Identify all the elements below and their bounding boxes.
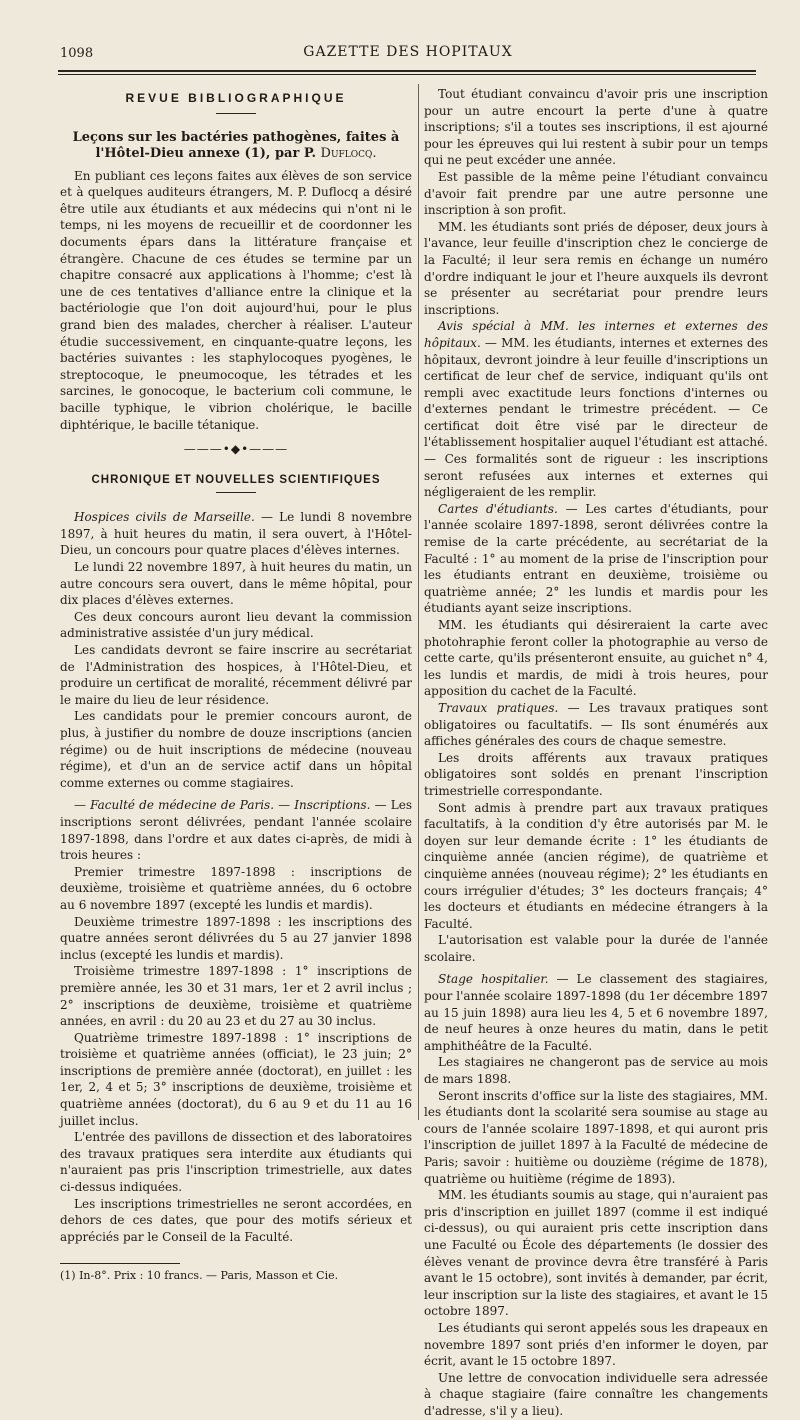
paragraph-perte-inscription: Tout étudiant convaincu d'avoir pris une inscription pour un autre encourt la perte d'une à quatre inscriptions; s'il a toutes ses inscriptions, il est ajourné pour les épreuves qui lui restent à subir pour un temps qui ne peut excéder une année. <box>424 87 768 168</box>
paragraph-admis: Sont admis à prendre part aux travaux pratiques facultatifs, à la condition d'y être autorisés par M. le doyen sur leur demande écrite : 1° les étudiants de cinquième année (ancien régime), de quatrième et cinquième années (nouveau régime); 2° les étudiants en cours irrégulier d'études; 3° les docteurs français; 4° les docteurs et étudiants en médecine étrangers à la Faculté. <box>424 800 768 931</box>
paragraph-meme-peine: Est passible de la même peine l'étudiant convaincu d'avoir fait prendre par une autre personne une inscription à son profit. <box>424 169 768 218</box>
travaux-heading: Travaux pratiques. <box>438 700 559 715</box>
cartes-paragraph <box>424 501 768 617</box>
stage-paragraph <box>424 971 768 1054</box>
stage-heading: Stage hospitalier. <box>438 972 549 987</box>
footnote-rule <box>60 1263 180 1264</box>
page-number: 1098 <box>60 46 94 61</box>
title-underline <box>216 113 256 114</box>
marseille-text: — Le lundi 8 novembre 1897, à huit heures du matin, il sera ouvert, à l'Hôtel-Dieu, un concours pour quatre places d'élèves internes. <box>60 510 412 558</box>
paragraph-externes: Le lundi 22 novembre 1897, à huit heures du matin, un autre concours sera ouvert, dans le même hôpital, pour dix places d'élèves externes. <box>60 560 412 608</box>
paragraph-drapeaux: Les étudiants qui seront appelés sous les drapeaux en novembre 1897 sont priés d'en informer le doyen, par écrit, avant le 15 octobre 1897. <box>424 1320 768 1369</box>
footnote: (1) In-8°. Prix : 10 francs. — Paris, Masson et Cie. <box>60 1269 339 1283</box>
journal-title: GAZETTE DES HOPITAUX <box>303 44 513 60</box>
paragraph-dissection: L'entrée des pavillons de dissection et des laboratoires des travaux pratiques sera interdite aux étudiants qui n'auraient pas pris l'inscription trimestrielle, aux dates ci-dessus indiquées. <box>60 1130 412 1195</box>
paragraph-convocation: Une lettre de convocation individuelle sera adressée à chaque stagiaire (faire connaître les changements d'adresse, s'il y a lieu). <box>424 1370 768 1418</box>
avis-heading: Avis spécial à MM. les internes et externes des hôpitaux. <box>424 319 768 350</box>
travaux-paragraph <box>424 700 768 750</box>
section-title-revue: REVUE BIBLIOGRAPHIQUE <box>125 91 347 105</box>
cartes-heading: Cartes d'étudiants. <box>438 501 558 516</box>
review-paragraph: En publiant ces leçons faites aux élèves de son service et à quelques auditeurs étrangers, M. P. Duflocq a désiré être utile aux étudiants et aux médecins qui n'ont ni le temps, ni les moyens de recueillir et de coordonner les documents épars dans la littérature française et étrangère. Chacune de ces études se termine par un chapitre consacré aux applications à l'homme; c'est là une de ces tentatives d'alliance entre la clinique et la bactériologie que l'on doit aujourd'hui, pour le plus grand bien des malades, chercher à réaliser. L'auteur étudie successivement, en cinquante-quatre leçons, les bactéries suivantes : les staphylocoques pyogènes, le streptocoque, le pneumocoque, les tétrades et les sarcines, le gonocoque, le bacterium coli commune, le bacille typhique, le vibrion cholérique, le bacille diphtérique, le bacille tétanique. <box>60 168 412 432</box>
chronique-underline <box>216 492 256 493</box>
paragraph-premier-concours: Les candidats pour le premier concours auront, de plus, à justifier du nombre de douze inscriptions (ancien régime) ou de huit inscriptions de médecine (nouveau régime), et d'un an de service actif dans un hôpital comme externes ou comme stagiaires. <box>60 709 412 790</box>
paragraph-conseil: Les inscriptions trimestrielles ne seront accordées, en dehors de ces dates, que pour des motifs sérieux et appréciés par le Conseil de la Faculté. <box>60 1196 412 1244</box>
faculte-text: — Les inscriptions seront délivrées, pendant l'année scolaire 1897-1898, dans l'ordre et aux dates ci-après, de midi à trois heures : <box>60 798 412 863</box>
marseille-heading: Hospices civils de Marseille. <box>74 510 255 525</box>
section-ornament: ———•◆•——— <box>183 442 289 457</box>
book-title <box>60 130 412 162</box>
stage-text: — Le classement des stagiaires, pour l'année scolaire 1897-1898 (du 1er décembre 1897 au 15 juin 1898) aura lieu les 4, 5 et 6 novembre 1897, de neuf heures à onze heures du matin, dans le petit amphithéâtre de la Faculté. <box>424 972 768 1053</box>
right-column <box>424 86 768 1420</box>
paragraph-photographie: MM. les étudiants qui désireraient la carte avec photohraphie feront coller la photographie au verso de cette carte, qu'ils présenteront ensuite, au guichet n° 4, les lundis et mardis, de midi à trois heures, pour apposition du cachet de la Faculté. <box>424 618 768 699</box>
paragraph-inscrits-office: Seront inscrits d'office sur la liste des stagiaires, MM. les étudiants dont la scolarité sera soumise au stage au cours de l'année scolaire 1897-1898, et qui auront pris l'inscription de juillet 1897 à la Faculté de médecine de Paris; savoir : huitième ou douzième (régime de 1878), quatrième ou huitième (régime de 1893). <box>424 1088 768 1186</box>
avis-paragraph <box>424 318 768 501</box>
paragraph-soumis-stage: MM. les étudiants soumis au stage, qui n'auraient pas pris d'inscription en juillet 1897 (comme il est indiqué ci-dessus), ou qui auraient pris cette inscription dans une Faculté ou École des départements (le dossier des élèves venant de province devra être transféré à Paris avant le 15 octobre), sont invités à demander, par écrit, leur inscription sur la liste des stagiaires, et avant le 15 octobre 1897. <box>424 1188 768 1319</box>
cartes-text: — Les cartes d'étudiants, pour l'année scolaire 1897-1898, seront délivrées contre la remise de la carte précédente, au secrétariat de la Faculté : 1° au moment de la prise de l'inscription pour les étudiants entrant en deuxième, troisième ou quatrième année; 2° les lundis et mardis pour les étudiants ayant seize inscriptions. <box>424 501 768 616</box>
paragraph-trimestre-1: Premier trimestre 1897-1898 : inscriptions de deuxième, troisième et quatrième années, du 6 octobre au 6 novembre 1897 (excepté les lundis et mardis). <box>60 864 412 912</box>
avis-text: — MM. les étudiants, internes et externes des hôpitaux, devront joindre à leur feuille d'inscriptions un certificat de leur chef de service, indiquant qu'ils ont rempli avec exactitude leurs fonctions d'internes ou d'externes pendant le trimestre précédent. — Ce certificat doit être visé par le directeur de l'établissement hospitalier auquel l'étudiant est attaché. — Ces formalités sont de rigueur : les inscriptions seront refusées aux internes et externes qui négligeraient de les remplir. <box>424 335 768 500</box>
travaux-text: — Les travaux pratiques sont obligatoires ou facultatifs. — Ils sont énumérés aux affiches générales des cours de chaque semestre. <box>424 700 769 749</box>
paragraph-candidats: Les candidats devront se faire inscrire au secrétariat de l'Administration des hospices, à l'Hôtel-Dieu, et produire un certificat de moralité, récemment délivré par le maire du lieu de leur résidence. <box>60 643 412 707</box>
book-title-text: Leçons sur les bactéries pathogènes, faites à l'Hôtel-Dieu annexe (1), par P. <box>72 129 400 161</box>
paragraph-droits: Les droits afférents aux travaux pratiques obligatoires sont soldés en prenant l'inscription trimestrielle correspondante. <box>424 750 768 798</box>
header-rule-thick <box>58 70 756 72</box>
header-rule-thin <box>58 74 756 75</box>
faculte-heading: — Faculté de médecine de Paris. — Inscriptions. <box>74 798 371 813</box>
marseille-paragraph <box>60 509 412 559</box>
paragraph-feuille-inscription: MM. les étudiants sont priés de déposer, deux jours à l'avance, leur feuille d'inscription chez le concierge de la Faculté; il leur sera remis en échange un numéro d'ordre indiquant le jour et l'heure auxquels ils devront se présenter au secrétariat pour prendre leurs inscriptions. <box>424 219 768 317</box>
faculte-paragraph <box>60 797 412 863</box>
paragraph-mars: Les stagiaires ne changeront pas de service au mois de mars 1898. <box>424 1055 768 1087</box>
paragraph-trimestre-4: Quatrième trimestre 1897-1898 : 1° inscriptions de troisième et quatrième années (officiat), le 23 juin; 2° inscriptions de première année (doctorat), en juillet : les 1er, 2, 4 et 5; 3° inscriptions de deuxième, troisième et quatrième années (doctorat), du 6 au 9 et du 11 au 16 juillet inclus. <box>60 1030 412 1128</box>
section-title-chronique: CHRONIQUE ET NOUVELLES SCIENTIFIQUES <box>91 473 381 486</box>
column-separator <box>418 84 419 1120</box>
paragraph-trimestre-2: Deuxième trimestre 1897-1898 : les inscriptions des quatre années seront délivrées du 5 au 27 janvier 1898 inclus (excepté les lundis et mardis). <box>60 914 412 962</box>
running-header <box>60 44 756 66</box>
paragraph-autorisation: L'autorisation est valable pour la durée de l'année scolaire. <box>424 933 768 964</box>
paragraph-trimestre-3: Troisième trimestre 1897-1898 : 1° inscriptions de première année, les 30 et 31 mars, 1er et 2 avril inclus ; 2° inscriptions de deuxième, troisième et quatrième années, en avril : du 20 au 23 et du 27 au 30 inclus. <box>60 964 412 1029</box>
book-author: Duflocq. <box>320 145 377 161</box>
paragraph-commission: Ces deux concours auront lieu devant la commission administrative assistée d'un jury médical. <box>60 609 412 641</box>
left-column <box>60 86 412 1285</box>
